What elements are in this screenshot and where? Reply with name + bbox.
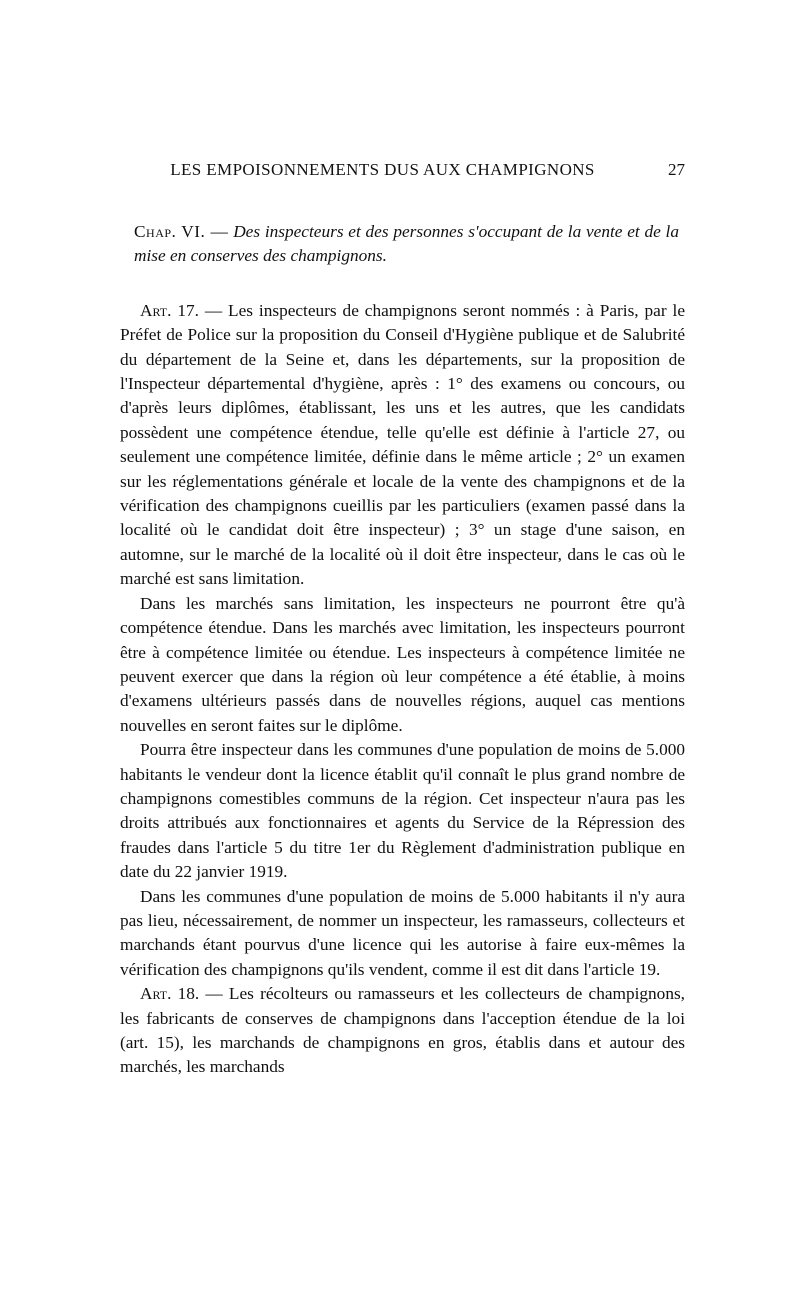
paragraph-text: Dans les communes d'une population de moins de 5.000 habitants il n'y aura pas lieu, nécessairement, de nommer un inspecteur, les ramasseurs, collecteurs et marchands étant pourvus d'une licence qui les autorise à faire eux-mêmes la vérification des champignons qu'ils vendent, comme il est dit dans l'article 19. [120, 886, 685, 979]
chapter-label: Chap. VI. — [134, 222, 229, 241]
article-label: Art. 17. — [140, 300, 223, 320]
paragraph-art-18 [120, 982, 685, 1080]
running-head [120, 160, 685, 182]
page-number: 27 [668, 160, 685, 179]
paragraph [120, 738, 685, 884]
paragraph-art-17 [120, 299, 685, 592]
paragraph-text: Pourra être inspecteur dans les communes d'une population de moins de 5.000 habitants le vendeur dont la licence établit qu'il connaît le plus grand nombre de champignons comestibles communs de la région. Cet inspecteur n'aura pas les droits attribués aux fonctionnaires et agents du Service de la Répression des fraudes dans l'article 5 du titre 1er du Règlement d'administration publique en date du 22 janvier 1919. [120, 740, 685, 882]
paragraph [120, 885, 685, 983]
page-body [120, 220, 685, 1080]
paragraph [120, 592, 685, 738]
running-title: LES EMPOISONNEMENTS DUS AUX CHAMPIGNONS [170, 160, 595, 179]
paragraph-text: Les inspecteurs de champignons seront nommés : à Paris, par le Préfet de Police sur la proposition du Conseil d'Hygiène publique et de Salubrité du département de la Seine et, dans les départements, sur la proposition de l'Inspecteur départemental d'hygiène, après : 1° des examens ou concours, ou d'après leurs diplômes, établissant, les uns et les autres, que les candidats possèdent une compétence étendue, telle qu'elle est définie à l'article 27, ou seulement une compétence limitée, définie dans le même article ; 2° un examen sur les réglementations générale et locale de la vente des champignons et de la vérification des champignons cueillis par les particuliers (examen passé dans la localité où le candidat doit être inspecteur) ; 3° un stage d'une saison, en automne, sur le marché de la localité où il doit être inspecteur, dans le cas où le marché est sans limitation. [120, 300, 685, 589]
article-label: Art. 18. — [140, 984, 223, 1004]
paragraph-text: Les récolteurs ou ramasseurs et les collecteurs de champignons, les fabricants de conserves de champignons dans l'acception étendue de la loi (art. 15), les marchands de champignons en gros, établis dans et autour des marchés, les marchands [120, 984, 686, 1077]
paragraph-text: Dans les marchés sans limitation, les inspecteurs ne pourront être qu'à compétence étendue. Dans les marchés avec limitation, les inspecteurs pourront être à compétence limitée ou étendue. Les inspecteurs à compétence limitée ne peuvent exercer que dans la région où leur compétence a été établie, à moins d'examens ultérieurs passés dans de nouvelles régions, auquel cas mentions nouvelles en seront faites sur le diplôme. [120, 593, 685, 735]
chapter-heading [120, 220, 685, 269]
chapter-title: Des inspecteurs et des personnes s'occupant de la vente et de la mise en conserves des champignons. [134, 222, 679, 266]
